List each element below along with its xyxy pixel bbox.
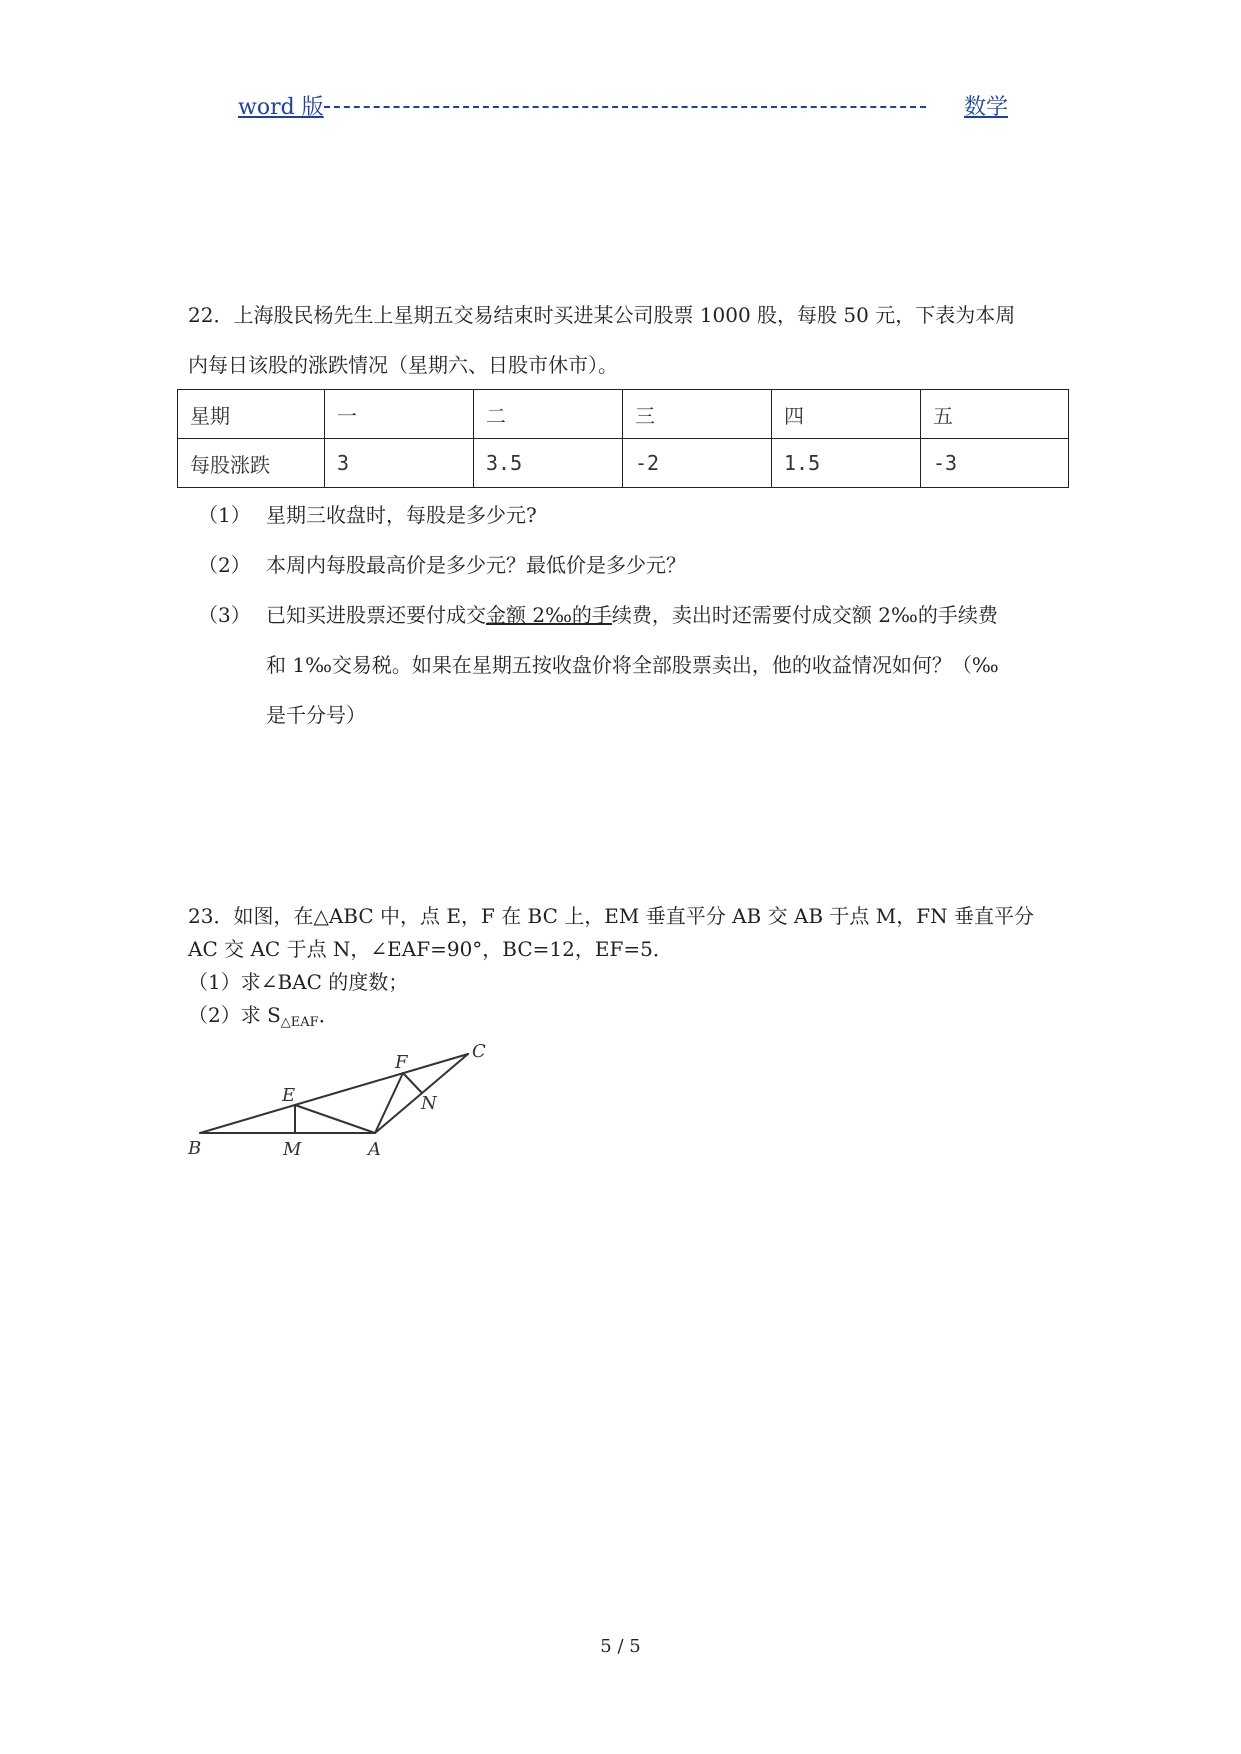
label-c: C xyxy=(472,1041,486,1062)
table-header-cell: 五 xyxy=(921,390,1069,439)
table-header-cell: 星期 xyxy=(178,390,325,439)
q22-sub2-text: 本周内每股最高价是多少元？最低价是多少元？ xyxy=(266,553,686,577)
q22-sub3-line1 xyxy=(266,603,998,627)
header-dash-line xyxy=(324,106,926,108)
q22-sub3-number: （3） xyxy=(198,603,251,627)
table-row xyxy=(178,439,1069,488)
table-cell: -2 xyxy=(623,439,772,488)
table-header-cell: 三 xyxy=(623,390,772,439)
segment-ea xyxy=(295,1105,375,1133)
q22-sub3-line2: 和 1‰交易税。如果在星期五按收盘价将全部股票卖出，他的收益情况如何？（‰ xyxy=(266,653,999,677)
segment-fn xyxy=(403,1073,422,1093)
q23-sub2-suffix: ． xyxy=(318,1003,339,1027)
q22-sub3-part-a: 已知买进股票还要付成交 xyxy=(266,603,486,627)
table-header-cell: 一 xyxy=(325,390,474,439)
stock-table xyxy=(177,389,1069,488)
q22-sub3-underlined: 金额 2‰的手 xyxy=(486,603,612,627)
q22-sub2-number: （2） xyxy=(198,553,251,577)
table-header-cell: 四 xyxy=(772,390,921,439)
table-cell: 每股涨跌 xyxy=(178,439,325,488)
q23-sub2-prefix: （2）求 S xyxy=(188,1003,281,1027)
q22-sub1-number: （1） xyxy=(198,503,251,527)
table-header-cell: 二 xyxy=(474,390,623,439)
q22-sub3-part-c: 续费，卖出时还需要付成交额 2‰的手续费 xyxy=(611,603,998,627)
segment-af xyxy=(375,1073,403,1133)
q22-line1: 22．上海股民杨先生上星期五交易结束时买进某公司股票 1000 股，每股 50 元，下表为本周 xyxy=(188,303,1016,327)
label-m: M xyxy=(283,1139,302,1160)
table-cell: -3 xyxy=(921,439,1069,488)
label-a: A xyxy=(368,1139,381,1160)
table-cell: 3.5 xyxy=(474,439,623,488)
q23-line2: AC 交 AC 于点 N，∠EAF=90°，BC=12，EF=5． xyxy=(188,937,673,961)
header-left-label: word 版 xyxy=(238,95,324,120)
label-f: F xyxy=(395,1052,408,1073)
q22-sub3-line3: 是千分号） xyxy=(266,703,366,727)
page-number: 5 / 5 xyxy=(600,1636,641,1657)
label-b: B xyxy=(188,1138,202,1159)
page-header xyxy=(238,90,1008,120)
q23-sub1: （1）求∠BAC 的度数； xyxy=(188,970,409,994)
q23-line1: 23．如图，在△ABC 中，点 E，F 在 BC 上，EM 垂直平分 AB 交 AB 于点 M，FN 垂直平分 xyxy=(188,904,1034,928)
table-cell: 1.5 xyxy=(772,439,921,488)
q22-line2: 内每日该股的涨跌情况（星期六、日股市休市）。 xyxy=(188,353,618,377)
triangle-figure xyxy=(180,1030,510,1160)
header-right-label: 数学 xyxy=(963,95,1008,120)
q22-sub1-text: 星期三收盘时，每股是多少元? xyxy=(266,503,537,527)
table-row xyxy=(178,390,1069,439)
label-n: N xyxy=(421,1093,437,1114)
q23-sub2-subscript: △EAF xyxy=(280,1015,319,1030)
table-cell: 3 xyxy=(325,439,474,488)
label-e: E xyxy=(282,1085,296,1106)
